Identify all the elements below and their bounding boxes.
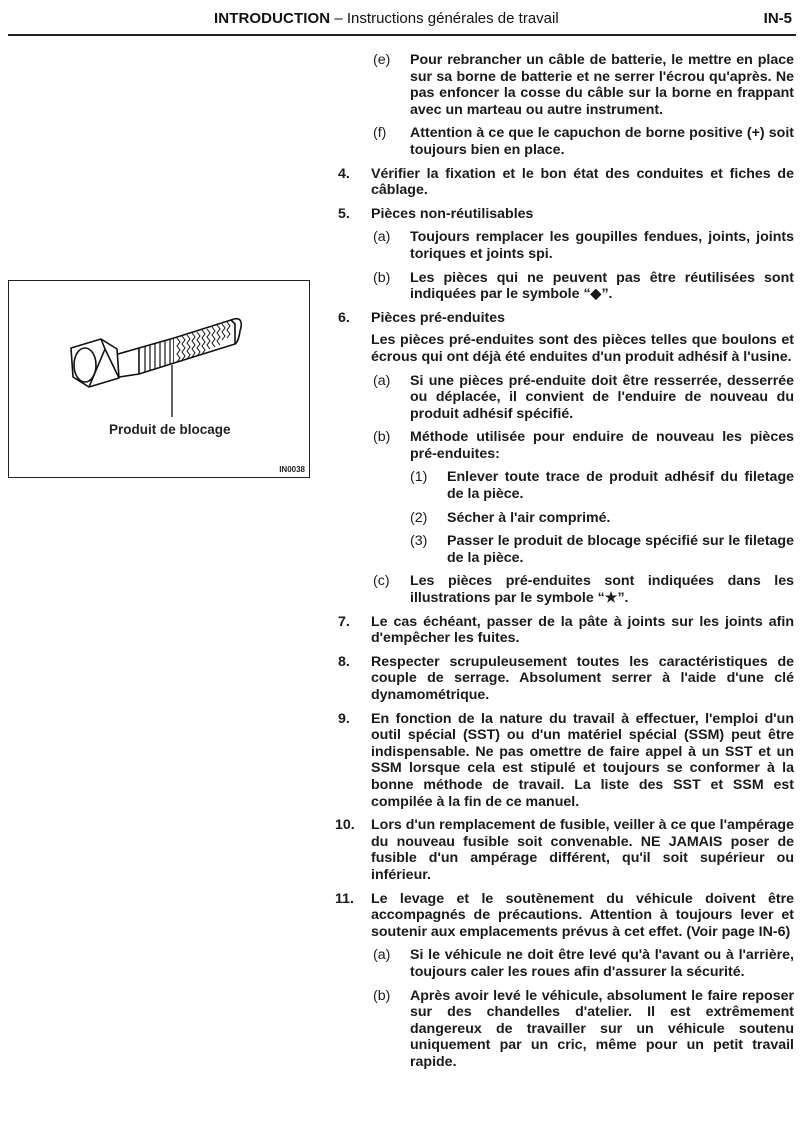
item-number: 11. bbox=[335, 890, 354, 907]
page-number: IN-5 bbox=[763, 10, 792, 27]
item-heading: Pièces pré-enduites bbox=[371, 309, 506, 326]
sub-label: (a) bbox=[373, 372, 391, 389]
item-number: 6. bbox=[338, 309, 350, 326]
item-text: Respecter scrupuleusement toutes les caractéristiques de couple de serrage. Absolument serrer à l'aide d'une clé dynamométrique. bbox=[371, 653, 794, 703]
sub-item-b bbox=[338, 988, 794, 1071]
instruction-list bbox=[335, 52, 794, 1077]
sub-item-a bbox=[338, 947, 794, 980]
item-text: Le levage et le soutènement du véhicule doivent être accompagnés de précautions. Attention à toujours lever et soutenir aux emplacements prévus à cet effet. (Voir page IN-6) bbox=[371, 890, 794, 940]
list-item-11 bbox=[335, 890, 794, 1071]
list-item-8 bbox=[338, 654, 794, 704]
sub-label: (e) bbox=[373, 52, 391, 68]
item-number: 10. bbox=[335, 817, 355, 834]
list-item-4 bbox=[338, 166, 794, 199]
section-name: INTRODUCTION bbox=[214, 10, 331, 27]
list-item-7 bbox=[338, 614, 794, 647]
item-paragraph: Les pièces pré-enduites sont des pièces telles que boulons et écrous qui ont déjà été enduites d'un produit adhésif à l'usine. bbox=[371, 332, 794, 365]
step-text: Sécher à l'air comprimé. bbox=[447, 509, 611, 526]
sub-label: (a) bbox=[373, 947, 391, 964]
page-title bbox=[214, 10, 559, 27]
sub-item-f bbox=[371, 125, 794, 158]
step-label: (1) bbox=[410, 469, 428, 486]
figure-caption: Produit de blocage bbox=[109, 422, 231, 437]
sub-text: Toujours remplacer les goupilles fendues, joints, joints toriques et joints spi. bbox=[410, 229, 794, 262]
sub-text: Si le véhicule ne doit être levé qu'à l'avant ou à l'arrière, toujours caler les roues afin d'assurer la sécurité. bbox=[410, 947, 794, 980]
sub-label: (b) bbox=[373, 987, 391, 1004]
sub-label: (a) bbox=[373, 229, 391, 246]
sub-item-b bbox=[338, 270, 794, 303]
sub-text: Les pièces qui ne peuvent pas être réutilisées sont indiquées par le symbole “◆”. bbox=[410, 269, 794, 303]
step-text: Passer le produit de blocage spécifié sur le filetage de la pièce. bbox=[447, 533, 794, 566]
item-text: Le cas échéant, passer de la pâte à joints sur les joints afin d'empêcher les fuites. bbox=[371, 613, 794, 647]
sub-item-a bbox=[338, 373, 794, 423]
item-number: 9. bbox=[338, 710, 350, 727]
item-number: 8. bbox=[338, 653, 350, 670]
sub-label: (b) bbox=[373, 429, 391, 446]
list-item-10 bbox=[335, 817, 794, 883]
bolt-illustration-icon bbox=[9, 281, 309, 477]
sub-text: Attention à ce que le capuchon de borne positive (+) soit toujours bien en place. bbox=[410, 125, 794, 158]
page-header bbox=[8, 6, 796, 36]
sub-item-c bbox=[338, 573, 794, 606]
list-item-5 bbox=[338, 206, 794, 303]
figure-code: IN0038 bbox=[279, 465, 305, 474]
sub-text: Méthode utilisée pour enduire de nouveau les pièces pré-enduites: bbox=[410, 429, 794, 462]
step-label: (3) bbox=[410, 533, 428, 550]
item-number: 7. bbox=[338, 613, 350, 630]
sub-label: (c) bbox=[373, 573, 390, 590]
list-item-9 bbox=[338, 711, 794, 811]
step-3 bbox=[410, 533, 794, 566]
step-1 bbox=[410, 469, 794, 502]
step-text: Enlever toute trace de produit adhésif du filetage de la pièce. bbox=[447, 469, 794, 503]
step-label: (2) bbox=[410, 509, 428, 526]
sub-item-e bbox=[371, 52, 794, 118]
step-2 bbox=[410, 510, 794, 527]
item-heading: Pièces non-réutilisables bbox=[371, 205, 534, 222]
item-number: 4. bbox=[338, 165, 350, 182]
item-text: Vérifier la fixation et le bon état des conduites et fiches de câblage. bbox=[371, 165, 794, 199]
sub-label: (b) bbox=[373, 269, 391, 286]
sub-text: Après avoir levé le véhicule, absolument le faire reposer sur des chandelles d'atelier. Il est extrêmement dangereux de travailler sur un véhicule soutenu uniquement par un cric, même pour un petit travail rapide. bbox=[410, 987, 794, 1070]
sub-text: Pour rebrancher un câble de batterie, le mettre en place sur sa borne de batterie et ne serrer l'écrou qu'après. Ne pas enfoncer la cosse du câble sur la borne en frappant avec un marteau ou autre instrument. bbox=[410, 52, 794, 118]
item-number: 5. bbox=[338, 205, 350, 222]
item-text: En fonction de la nature du travail à effectuer, l'emploi d'un outil spécial (SST) ou d'un matériel spécial (SSM) peut être indispensable. Ne pas omettre de faire appel à un SST et un SSM lorsque cela est stipulé et toujours se conformer à la bonne méthode de travail. La liste des SST et SSM est compilée à la fin de ce manuel. bbox=[371, 710, 794, 810]
sub-text: Les pièces pré-enduites sont indiquées dans les illustrations par le symbole “★”. bbox=[410, 573, 794, 607]
sub-label: (f) bbox=[373, 125, 387, 142]
sub-item-b bbox=[338, 429, 794, 566]
section-subtitle: Instructions générales de travail bbox=[346, 10, 559, 27]
continued-item bbox=[338, 52, 794, 159]
title-separator: – bbox=[330, 10, 347, 27]
sub-item-a bbox=[338, 229, 794, 262]
figure-precoated-bolt bbox=[8, 280, 310, 478]
list-item-6 bbox=[338, 310, 794, 607]
item-text: Lors d'un remplacement de fusible, veiller à ce que l'ampérage du nouveau fusible soit convenable. NE JAMAIS poser de fusible d'un ampérage différent, qu'il soit supérieur ou inférieur. bbox=[371, 817, 794, 883]
sub-text: Si une pièces pré-enduite doit être resserrée, desserrée ou déplacée, il convient de l'enduire de nouveau du produit adhésif spécifié. bbox=[410, 372, 794, 422]
